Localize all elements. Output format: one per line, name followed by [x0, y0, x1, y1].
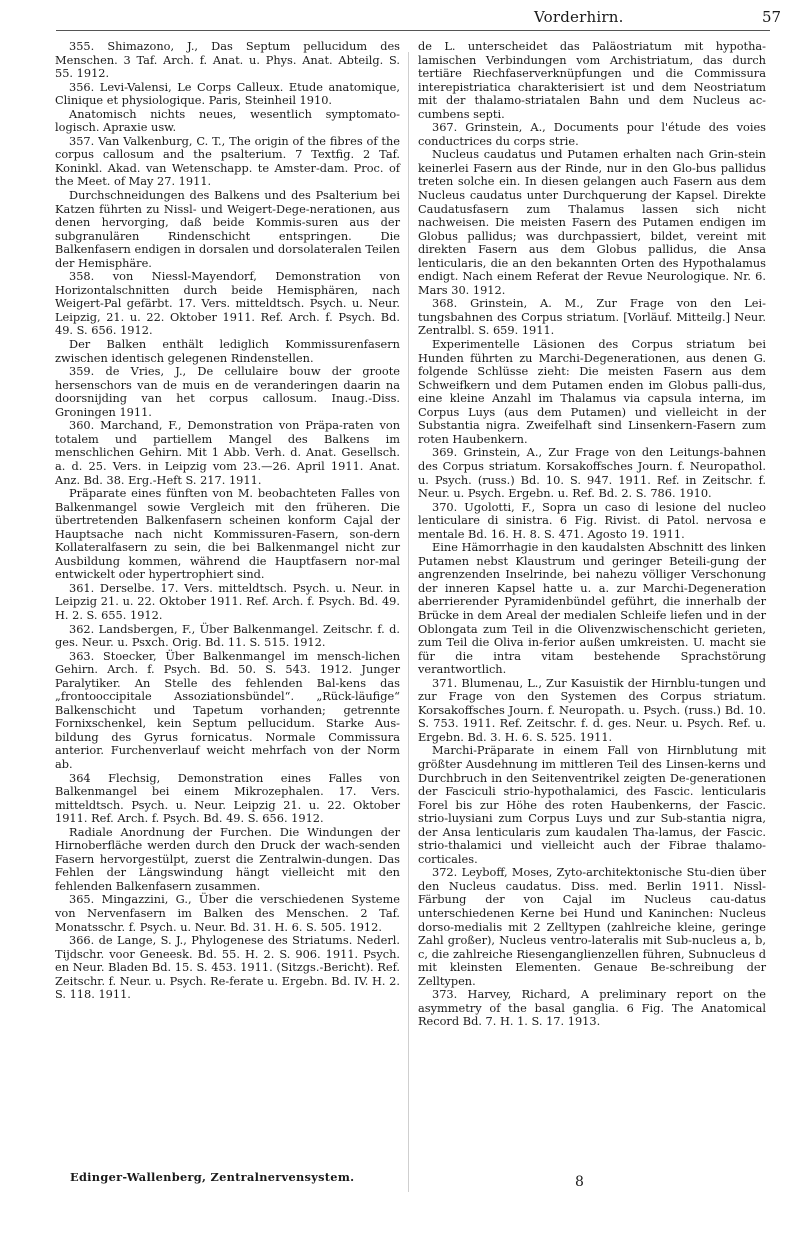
paragraph: 366. de Lange, S. J., Phylogenese des Striatums. Nederl. Tijdschr. voor Geneesk. Bd. 55. H. 2. S. 906. 1911. Psych. en Neur. Bladen Bd. 15. S. 453. 1911. (Sitzgs.-Bericht). Ref. Zeitschr. f. Neur. u. Psych. Re-ferate u. Ergebn. Bd. IV. H. 2. S. 118. 1911. [55, 933, 400, 1002]
page-footer [0, 1170, 800, 1230]
paragraph: Nucleus caudatus und Putamen erhalten nach Grin-stein keinerlei Fasern aus der Rinde, nur in den Glo-bus pallidus treten solche ein. In diesen gelangen auch Fasern aus dem Nucleus caudatus unter Durchquerung der Kapsel. Direkte Caudatusfasern zum Thalamus lassen sich nicht nachweisen. Die meisten Fasern des Putamen endigen im Globus pallidus; was durchpassiert, bildet, vereint mit direkten Fasern aus dem Globus pallidus, die Ansa lenticularis, die an den bekannten Orten des Hypothalamus endigt. Nach einem Referat der Revue Neurologique. Nr. 6. Mars 30. 1912. [418, 147, 766, 297]
paragraph: de L. unterscheidet das Paläostriatum mit hypotha-lamischen Verbindungen vom Archistriatum, das durch tertiäre Riechfaserverknüpfungen und die Commissura interepistriatica charakterisiert ist und dem Neostriatum mit der thalamo-striatalen Bahn und dem Nucleus ac-cumbens septi. [418, 39, 766, 121]
page-number: 57 [762, 8, 782, 26]
paragraph: Präparate eines fünften von M. beobachteten Falles von Balkenmangel sowie Vergleich mit den früheren. Die übertretenden Balkenfasern scheinen konform Cajal der Hauptsache nach nicht Kommissuren-Fasern, son-dern Kollateralfasern zu sein, die bei Balkenmangel nicht zur Ausbildung kommen, während die Hauptfasern nor-mal entwickelt oder hypertrophiert sind. [55, 486, 400, 582]
paragraph: 365. Mingazzini, G., Über die verschiedenen Systeme von Nervenfasern im Balken des Menschen. 2 Taf. Monatsschr. f. Psych. u. Neur. Bd. 31. H. 6. S. 505. 1912. [55, 892, 400, 934]
paragraph: 371. Blumenau, L., Zur Kasuistik der Hirnblu-tungen und zur Frage von den Systemen des Corpus striatum. Korsakoffsches Journ. f. Neuropath. u. Psych. (russ.) Bd. 10. S. 753. 1911. Ref. Zeitschr. f. d. ges. Neur. u. Psych. Ref. u. Ergebn. Bd. 3. H. 6. S. 525. 1911. [418, 675, 766, 744]
paragraph: Marchi-Präparate in einem Fall von Hirnblutung mit größter Ausdehnung im mittleren Teil des Linsen-kerns und Durchbruch in den Seitenventrikel zeigten De-generationen der Fasciculi strio-hypothalamici, des Fascic. lenticularis Forel bis zur Höhe des roten Haubenkerns, der Fascic. strio-luysiani zum Corpus Luys und zur Sub-stantia nigra, der Ansa lenticularis zum kaudalen Tha-lamus, der Fascic. strio-thalamici und vielleicht auch der Fibrae thalamo-corticales. [418, 743, 766, 866]
header-rule [56, 30, 770, 31]
column-gutter [408, 52, 409, 1192]
running-title: Vorderhirn. [534, 8, 624, 26]
paragraph: 360. Marchand, F., Demonstration von Präpa-raten von totalem und partiellem Mangel des Balkens im menschlichen Gehirn. Mit 1 Abb. Verh. d. Anat. Gesellsch. a. d. 25. Vers. in Leipzig vom 23.—26. April 1911. Anat. Anz. Bd. 38. Erg.-Heft S. 217. 1911. [55, 418, 400, 487]
paragraph: Radiale Anordnung der Furchen. Die Windungen der Hirnoberfläche werden durch den Druck der wach-senden Fasern hervorgestülpt, zuerst die Zentralwin-dungen. Das Fehlen der Längswindung hängt vielleicht mit den fehlenden Balkenfasern zusammen. [55, 824, 400, 893]
paragraph: 372. Leyboff, Moses, Zyto-architektonische Stu-dien über den Nucleus caudatus. Diss. med. Berlin 1911. Nissl-Färbung der von Cajal im Nucleus cau-datus unterschiedenen Kerne bei Hund und Kaninchen: Nucleus dorso-medialis mit 2 Zelltypen (zahlreiche kleine, geringe Zahl großer), Nucleus ventro-lateralis mit Sub-nucleus a, b, c, die zahlreiche Riesenganglienzellen führen, Subnucleus d mit kleinsten Elementen. Genaue Be-schreibung der Zelltypen. [418, 865, 766, 988]
paragraph: 368. Grinstein, A. M., Zur Frage von den Lei-tungsbahnen des Corpus striatum. [Vorläuf. Mitteilg.] Neur. Zentralbl. S. 659. 1911. [418, 296, 766, 338]
sheet-number: 8 [575, 1174, 584, 1190]
left-column [55, 40, 400, 1002]
paragraph: Eine Hämorrhagie in den kaudalsten Abschnitt des linken Putamen nebst Klaustrum und geringer Beteili-gung der angrenzenden Inselrinde, bei nahezu völliger Verschonung der inneren Kapsel hatte u. a. zur Marchi-Degeneration aberrierender Pyramidenbündel geführt, die innerhalb der Brücke in dem Areal der medialen Schleife liefen und in der Oblongata zum Teil in die Olivenzwischenschicht gerieten, zum Teil die Oliva in-ferior außen umkreisten. U. macht sie für die intra vitam bestehende Sprachstörung verantwortlich. [418, 540, 766, 677]
paragraph: 359. de Vries, J., De cellulaire bouw der groote hersenschors van de muis en de veranderingen daarin na doorsnijding van het corpus callosum. Inaug.-Diss. Groningen 1911. [55, 364, 400, 419]
paragraph: 361. Derselbe. 17. Vers. mitteldtsch. Psych. u. Neur. in Leipzig 21. u. 22. Oktober 1911. Ref. Arch. f. Psych. Bd. 49. H. 2. S. 655. 1912. [55, 580, 400, 622]
paragraph: 358. von Niessl-Mayendorf, Demonstration von Horizontalschnitten durch beide Hemisphären, nach Weigert-Pal gefärbt. 17. Vers. mitteldtsch. Psych. u. Neur. Leipzig, 21. u. 22. Oktober 1911. Ref. Arch. f. Psych. Bd. 49. S. 656. 1912. [55, 269, 400, 338]
publisher-line: Edinger-Wallenberg, Zentralnervensystem. [70, 1170, 355, 1184]
paragraph: 364 Flechsig, Demonstration eines Falles von Balkenmangel bei einem Mikrozephalen. 17. Vers. mitteldtsch. Psych. u. Neur. Leipzig 21. u. 22. Oktober 1911. Ref. Arch. f. Psych. Bd. 49. S. 656. 1912. [55, 770, 400, 826]
paragraph: Der Balken enthält lediglich Kommissurenfasern zwischen identisch gelegenen Rindenstellen. [55, 337, 400, 365]
paragraph: 356. Levi-Valensi, Le Corps Calleux. Etude anatomique, Clinique et physiologique. Paris, Steinheil 1910. [55, 79, 400, 108]
paragraph: Anatomisch nichts neues, wesentlich symptomato-logisch. Apraxie usw. [55, 106, 400, 135]
paragraph: 357. Van Valkenburg, C. T., The origin of the fibres of the corpus callosum and the psalterium. 7 Textfig. 2 Taf. Koninkl. Akad. van Wetenschapp. te Amster-dam. Proc. of the Meet. of May 27. 1911. [55, 133, 400, 189]
paragraph: Durchschneidungen des Balkens und des Psalterium bei Katzen führten zu Nissl- und Weigert-Dege-nerationen, aus denen hervorging, daß beide Kommis-suren aus der subgranulären Rindenschicht entspringen. Die Balkenfasern endigen in dorsalen und dorsolateralen Teilen der Hemisphäre. [55, 188, 400, 270]
paragraph: 367. Grinstein, A., Documents pour l'étude des voies conductrices du corps strie. [418, 120, 766, 148]
paragraph: Experimentelle Läsionen des Corpus striatum bei Hunden führten zu Marchi-Degenerationen, aus denen G. folgende Schlüsse zieht: Die meisten Fasern aus dem Schweifkern und dem Putamen enden im Globus palli-dus, eine kleine Anzahl im Thalamus via capsula interna, im Corpus Luys (aus dem Putamen) und vielleicht in der Substantia nigra. Zweifelhaft sind Linsenkern-Fasern zum roten Haubenkern. [418, 337, 766, 446]
paragraph: 355. Shimazono, J., Das Septum pellucidum des Menschen. 3 Taf. Arch. f. Anat. u. Phys. Anat. Abteilg. S. 55. 1912. [55, 39, 400, 81]
paragraph: 363. Stoecker, Über Balkenmangel im mensch-lichen Gehirn. Arch. f. Psych. Bd. 50. S. 543. 1912. Junger Paralytiker. An Stelle des fehlenden Bal-kens das „frontooccipitale Assoziationsbündel“. „Rück-läufige“ Balkenschicht und Tapetum vorhanden; getrennte Fornixschenkel, kein Septum pellucidum. Starke Aus-bildung des Gyrus fornicatus. Normale Commissura anterior. Furchenverlauf weicht mehrfach von der Norm ab. [55, 648, 400, 771]
right-column [418, 40, 766, 1029]
paragraph: 373. Harvey, Richard, A preliminary report on the asymmetry of the basal ganglia. 6 Fig. The Anatomical Record Bd. 7. H. 1. S. 17. 1913. [418, 987, 766, 1029]
paragraph: 370. Ugolotti, F., Sopra un caso di lesione del nucleo lenticulare di sinistra. 6 Fig. Rivist. di Patol. nervosa e mentale Bd. 16. H. 8. S. 471. Agosto 19. 1911. [418, 499, 766, 541]
paragraph: 362. Landsbergen, F., Über Balkenmangel. Zeitschr. f. d. ges. Neur. u. Psxch. Orig. Bd. 11. S. 515. 1912. [55, 621, 400, 650]
running-header [0, 6, 800, 34]
paragraph: 369. Grinstein, A., Zur Frage von den Leitungs-bahnen des Corpus striatum. Korsakoffsches Journ. f. Neuropathol. u. Psych. (russ.) Bd. 10. S. 947. 1911. Ref. in Zeitschr. f. Neur. u. Psych. Ergebn. u. Ref. Bd. 2. S. 786. 1910. [418, 445, 766, 501]
